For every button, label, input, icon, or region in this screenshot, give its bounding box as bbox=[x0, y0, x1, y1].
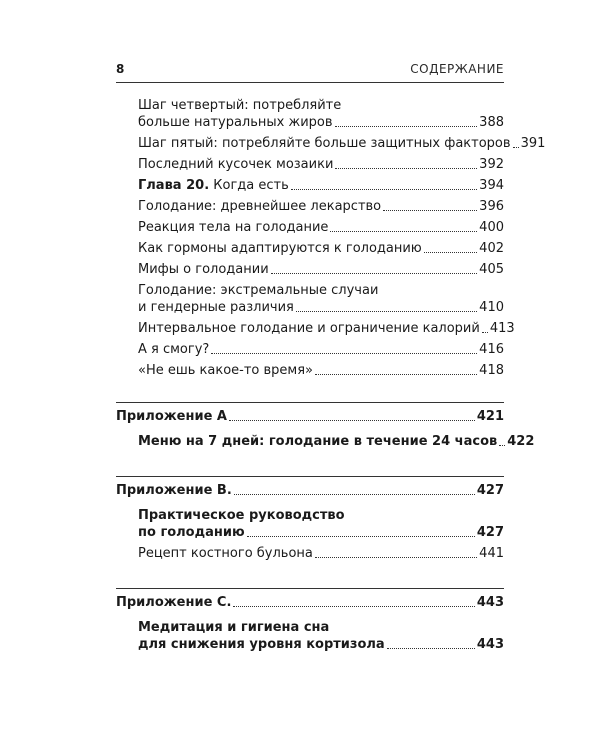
toc-entry-title: Интервальное голодание и ограничение калорий bbox=[138, 321, 480, 336]
dot-leader bbox=[482, 332, 488, 333]
dot-leader bbox=[291, 189, 477, 190]
toc-entry-body-response[interactable] bbox=[116, 219, 504, 236]
toc-entry-myths[interactable] bbox=[116, 261, 504, 278]
toc-entry-page: 422 bbox=[507, 434, 535, 449]
dot-leader bbox=[513, 147, 519, 148]
toc-entry-page: 427 bbox=[476, 525, 504, 540]
toc-entry-page: 405 bbox=[479, 262, 504, 277]
toc-entry-line: Практическое руководство bbox=[138, 508, 345, 523]
toc-entry-title: «Не ешь какое-то время» bbox=[138, 363, 314, 378]
toc-entry-title: больше натуральных жиров bbox=[138, 115, 333, 130]
toc-entry-page: 391 bbox=[520, 136, 546, 151]
toc-entry-page: 392 bbox=[479, 157, 504, 172]
toc-entry-title: Когда есть bbox=[209, 178, 289, 193]
header-rule bbox=[116, 82, 504, 83]
toc-entry-page: 416 bbox=[479, 342, 504, 357]
toc-entry-line: Голодание: экстремальные случаи bbox=[138, 283, 379, 298]
toc-entry-step-five[interactable] bbox=[116, 135, 546, 152]
toc-entry-page: 396 bbox=[479, 199, 504, 214]
toc-entry-page: 413 bbox=[489, 321, 515, 336]
table-of-contents bbox=[116, 97, 546, 657]
toc-entry-page: 418 bbox=[479, 363, 504, 378]
page-number: 8 bbox=[116, 62, 125, 76]
toc-entry-page: 410 bbox=[479, 300, 504, 315]
toc-entry-menu-7-days[interactable] bbox=[116, 433, 535, 450]
toc-entry-page: 388 bbox=[479, 115, 504, 130]
dot-leader bbox=[229, 420, 475, 421]
toc-entry-page: 400 bbox=[479, 220, 504, 235]
toc-entry-can-i[interactable] bbox=[116, 341, 504, 358]
dot-leader bbox=[315, 557, 477, 558]
toc-entry-title: Мифы о голодании bbox=[138, 262, 269, 277]
section-rule bbox=[116, 476, 504, 477]
toc-entry-step-four[interactable] bbox=[116, 97, 504, 131]
toc-appendix-a[interactable] bbox=[116, 408, 504, 425]
section-rule bbox=[116, 402, 504, 403]
appendix-title: Приложение B. bbox=[116, 483, 232, 498]
dot-leader bbox=[315, 374, 477, 375]
toc-entry-page: 443 bbox=[476, 595, 504, 610]
toc-entry-extreme-cases[interactable] bbox=[116, 282, 504, 316]
toc-entry-title: для снижения уровня кортизола bbox=[138, 637, 385, 652]
toc-entry-title: А я смогу? bbox=[138, 342, 210, 357]
toc-entry-title: Меню на 7 дней: голодание в течение 24 часов bbox=[138, 434, 498, 449]
toc-entry-title: Голодание: древнейшее лекарство bbox=[138, 199, 382, 214]
dot-leader bbox=[271, 273, 478, 274]
toc-entry-last-piece[interactable] bbox=[116, 156, 504, 173]
dot-leader bbox=[330, 231, 477, 232]
toc-entry-line: Медитация и гигиена сна bbox=[138, 620, 330, 635]
toc-entry-dont-eat[interactable] bbox=[116, 362, 504, 379]
toc-entry-ancient-medicine[interactable] bbox=[116, 198, 504, 215]
toc-entry-title: Последний кусочек мозаики bbox=[138, 157, 334, 172]
appendix-title: Приложение C. bbox=[116, 595, 232, 610]
toc-entry-chapter-20[interactable] bbox=[116, 177, 504, 194]
dot-leader bbox=[335, 168, 477, 169]
appendix-title: Приложение A bbox=[116, 409, 227, 424]
toc-entry-practical-guide[interactable] bbox=[116, 507, 504, 541]
toc-entry-title: по голоданию bbox=[138, 525, 245, 540]
toc-entry-page: 441 bbox=[479, 546, 504, 561]
toc-appendix-b[interactable] bbox=[116, 482, 504, 499]
dot-leader bbox=[296, 311, 477, 312]
toc-entry-title: Рецепт костного бульона bbox=[138, 546, 313, 561]
toc-entry-title: Шаг пятый: потребляйте больше защитных факторов bbox=[138, 136, 511, 151]
toc-entry-line: Шаг четвертый: потребляйте bbox=[138, 98, 342, 113]
toc-entry-page: 443 bbox=[476, 637, 504, 652]
dot-leader bbox=[387, 648, 475, 649]
section-rule bbox=[116, 588, 504, 589]
running-head: СОДЕРЖАНИЕ bbox=[410, 62, 504, 76]
toc-entry-meditation[interactable] bbox=[116, 619, 504, 653]
dot-leader bbox=[383, 210, 477, 211]
dot-leader bbox=[234, 494, 475, 495]
toc-entry-title: Реакция тела на голодание bbox=[138, 220, 329, 235]
dot-leader bbox=[211, 353, 477, 354]
dot-leader bbox=[335, 126, 478, 127]
toc-entry-bone-broth[interactable] bbox=[116, 545, 504, 562]
toc-entry-page: 421 bbox=[476, 409, 504, 424]
dot-leader bbox=[233, 606, 474, 607]
chapter-number: Глава 20. bbox=[138, 178, 210, 193]
toc-entry-hormones[interactable] bbox=[116, 240, 504, 257]
toc-entry-page: 394 bbox=[479, 178, 504, 193]
toc-entry-title: Как гормоны адаптируются к голоданию bbox=[138, 241, 422, 256]
dot-leader bbox=[247, 536, 475, 537]
toc-entry-interval-fasting[interactable] bbox=[116, 320, 515, 337]
toc-appendix-c[interactable] bbox=[116, 594, 504, 611]
dot-leader bbox=[424, 252, 477, 253]
dot-leader bbox=[499, 445, 505, 446]
toc-entry-title: и гендерные различия bbox=[138, 300, 294, 315]
toc-entry-page: 427 bbox=[476, 483, 504, 498]
toc-entry-page: 402 bbox=[479, 241, 504, 256]
